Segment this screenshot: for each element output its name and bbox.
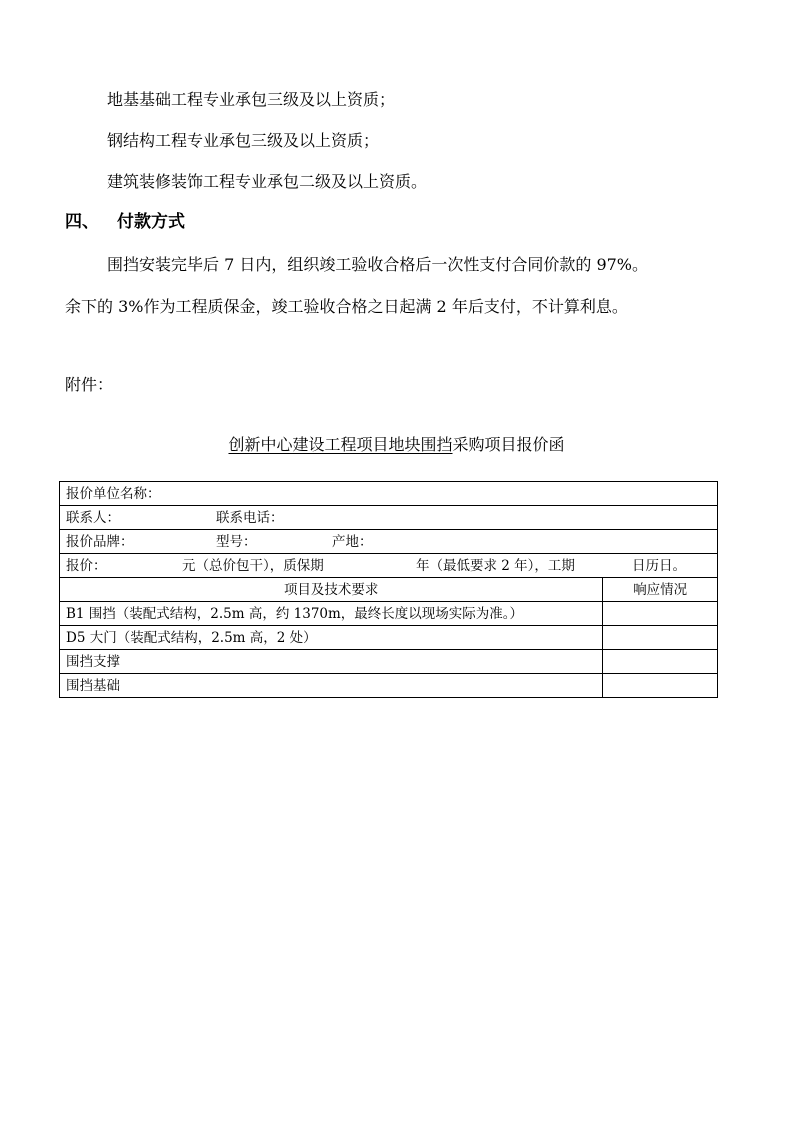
payment-paragraph-line-1: 围挡安装完毕后 7 日内，组织竣工验收合格后一次性支付合同价款的 97%。: [107, 255, 649, 274]
item-cell: 围挡支撑: [60, 650, 603, 674]
response-cell[interactable]: [603, 674, 718, 698]
model-label: 型号：: [216, 533, 257, 550]
section-heading: [65, 207, 185, 232]
price-label: 报价：: [66, 557, 107, 574]
brand-label: 报价品牌：: [66, 533, 134, 550]
table-row: [60, 626, 718, 650]
item-cell: B1 围挡（装配式结构，2.5m 高，约 1370m，最终长度以现场实际为准。）: [60, 602, 603, 626]
table-row: [60, 506, 718, 530]
payment-paragraph-line-2: 余下的 3%作为工程质保金，竣工验收合格之日起满 2 年后支付，不计算利息。: [65, 297, 628, 316]
qualification-line-1: 地基基础工程专业承包三级及以上资质；: [107, 90, 396, 109]
column-header-response: 响应情况: [603, 578, 718, 602]
table-row: [60, 554, 718, 578]
item-cell: 围挡基础: [60, 674, 603, 698]
company-name-cell: [60, 482, 718, 506]
contact-person-label: 联系人：: [66, 509, 120, 526]
qualification-line-3: 建筑装修装饰工程专业承包二级及以上资质。: [107, 172, 428, 191]
table-row: [60, 674, 718, 698]
contact-phone-label: 联系电话：: [216, 509, 284, 526]
quote-form-title: [0, 432, 793, 455]
response-cell[interactable]: [603, 602, 718, 626]
section-number: 四、: [65, 212, 99, 232]
table-header-row: [60, 578, 718, 602]
table-row: [60, 650, 718, 674]
qualification-line-2: 钢结构工程专业承包三级及以上资质；: [107, 131, 380, 150]
table-row: [60, 482, 718, 506]
contact-cell: [60, 506, 718, 530]
origin-label: 产地：: [332, 533, 373, 550]
section-title: 付款方式: [117, 212, 185, 232]
table-row: [60, 530, 718, 554]
brand-cell: [60, 530, 718, 554]
price-cell: [60, 554, 718, 578]
column-header-items: 项目及技术要求: [60, 578, 603, 602]
attachment-label: 附件：: [65, 375, 114, 394]
company-name-label: 报价单位名称：: [66, 485, 161, 502]
warranty-note: 年（最低要求 2 年），工期: [416, 557, 575, 574]
response-cell[interactable]: [603, 626, 718, 650]
duration-unit: 日历日。: [632, 557, 686, 574]
quote-form-table: [59, 481, 718, 698]
price-unit: 元（总价包干），质保期: [182, 557, 324, 574]
table-row: [60, 602, 718, 626]
quote-form-title-project: 创新中心建设工程项目地块围挡: [228, 435, 453, 454]
response-cell[interactable]: [603, 650, 718, 674]
quote-form-title-suffix: 采购项目报价函: [452, 435, 565, 454]
item-cell: D5 大门（装配式结构，2.5m 高，2 处）: [60, 626, 603, 650]
